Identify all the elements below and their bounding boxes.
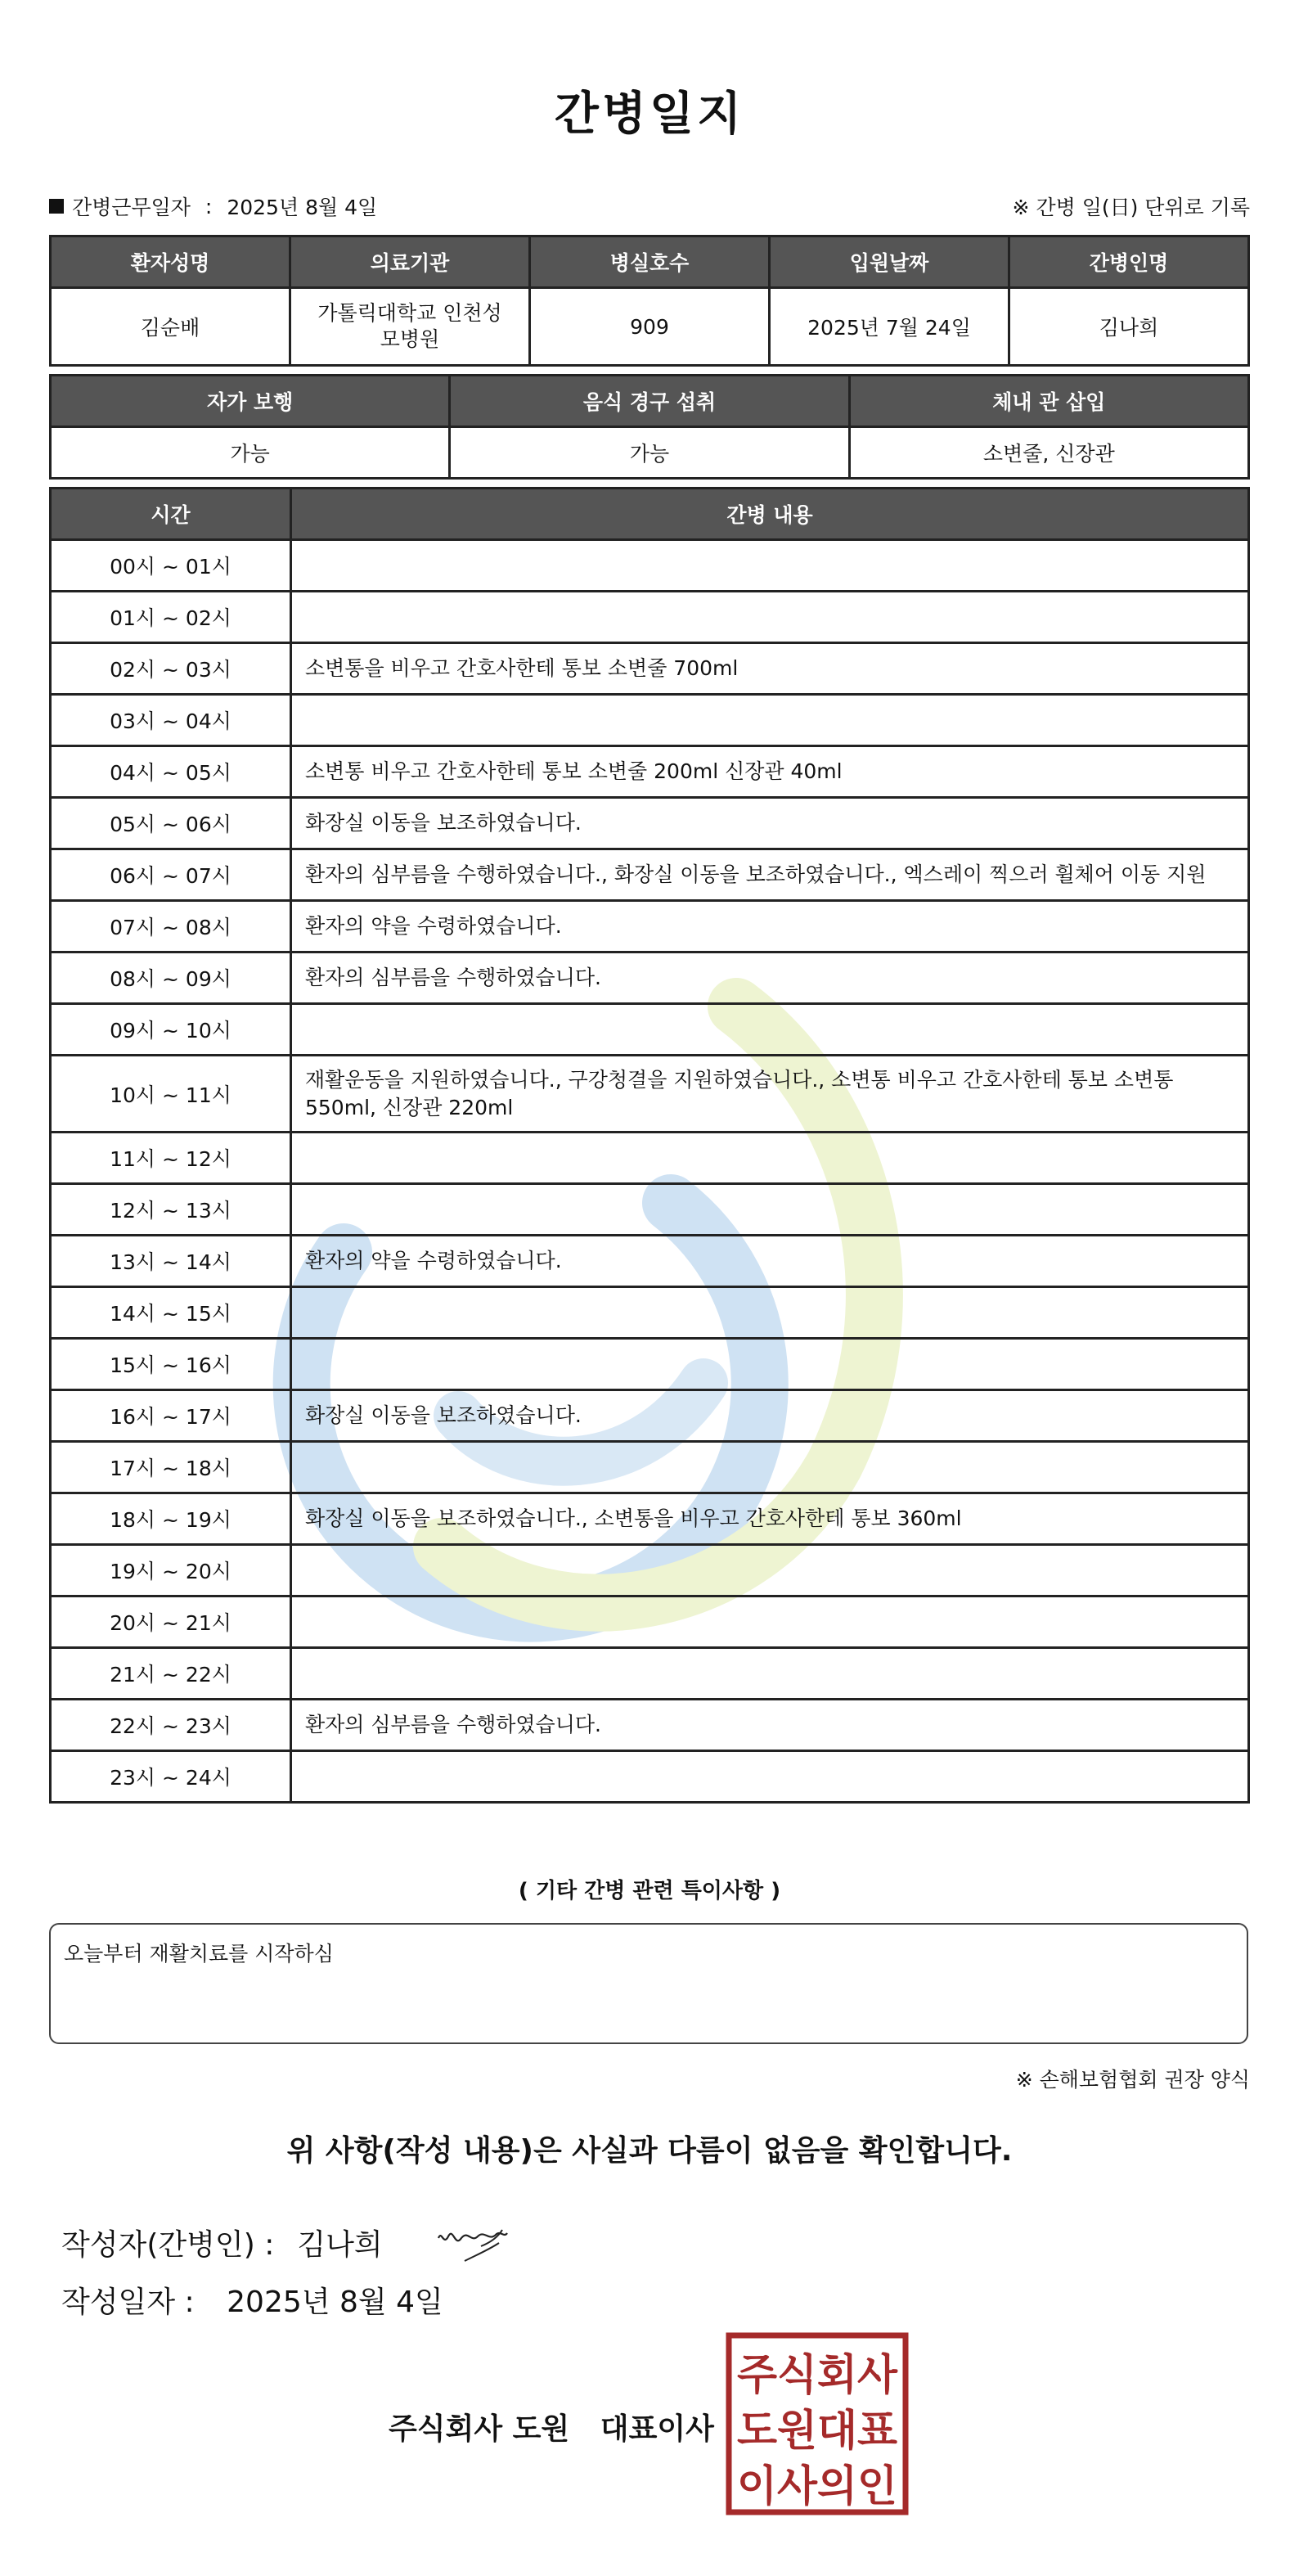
log-content bbox=[291, 1287, 1249, 1339]
log-content bbox=[291, 540, 1249, 592]
log-content bbox=[291, 1751, 1249, 1803]
confirmation-statement: 위 사항(작성 내용)은 사실과 다름이 없음을 확인합니다. bbox=[286, 2134, 1013, 2168]
log-row bbox=[51, 1596, 1249, 1648]
log-row bbox=[51, 746, 1249, 798]
svg-text:이사의인: 이사의인 bbox=[737, 2462, 897, 2511]
company-seal bbox=[726, 2332, 909, 2515]
log-time: 09시 ~ 10시 bbox=[51, 1004, 291, 1056]
log-content bbox=[291, 1339, 1249, 1390]
patient-header-cell: 병실호수 bbox=[530, 236, 770, 288]
log-row bbox=[51, 1390, 1249, 1442]
written-date-line bbox=[61, 2279, 443, 2321]
patient-header-cell: 의료기관 bbox=[290, 236, 530, 288]
log-content bbox=[291, 1545, 1249, 1596]
log-time: 23시 ~ 24시 bbox=[51, 1751, 291, 1803]
patient-info-table bbox=[49, 235, 1250, 367]
log-row bbox=[51, 592, 1249, 643]
log-time: 13시 ~ 14시 bbox=[51, 1236, 291, 1287]
work-date bbox=[49, 191, 377, 221]
written-date-label: 작성일자 : bbox=[61, 2286, 195, 2319]
log-row bbox=[51, 952, 1249, 1004]
log-time: 22시 ~ 23시 bbox=[51, 1700, 291, 1751]
document-title: 간병일지 bbox=[554, 88, 745, 141]
log-row bbox=[51, 643, 1249, 695]
square-bullet-icon bbox=[49, 199, 64, 214]
unit-note: ※ 간병 일(日) 단위로 기록 bbox=[1012, 196, 1250, 219]
notes-box: 오늘부터 재활치료를 시작하심 bbox=[49, 1923, 1248, 2044]
log-content bbox=[291, 1648, 1249, 1700]
log-time: 10시 ~ 11시 bbox=[51, 1056, 291, 1133]
log-time: 02시 ~ 03시 bbox=[51, 643, 291, 695]
log-row bbox=[51, 1339, 1249, 1390]
log-time: 00시 ~ 01시 bbox=[51, 540, 291, 592]
log-time: 03시 ~ 04시 bbox=[51, 695, 291, 746]
log-time: 21시 ~ 22시 bbox=[51, 1648, 291, 1700]
svg-text:주식회사: 주식회사 bbox=[737, 2351, 898, 2400]
oral-intake-status: 가능 bbox=[450, 427, 849, 479]
log-content: 화장실 이동을 보조하였습니다. bbox=[291, 1390, 1249, 1442]
log-content: 화장실 이동을 보조하였습니다. bbox=[291, 798, 1249, 849]
log-content bbox=[291, 1004, 1249, 1056]
author-name: 김나희 bbox=[297, 2227, 383, 2262]
author-label: 작성자(간병인) : bbox=[61, 2227, 275, 2262]
log-time: 05시 ~ 06시 bbox=[51, 798, 291, 849]
log-content bbox=[291, 695, 1249, 746]
log-content: 화장실 이동을 보조하였습니다., 소변통을 비우고 간호사한테 통보 360ml bbox=[291, 1493, 1249, 1545]
log-content: 환자의 심부름을 수행하였습니다. bbox=[291, 952, 1249, 1004]
log-content: 환자의 약을 수령하였습니다. bbox=[291, 901, 1249, 952]
notes-title: ( 기타 간병 관련 특이사항 ) bbox=[518, 1879, 781, 1903]
walking-status: 가능 bbox=[51, 427, 450, 479]
tube-insertion-status: 소변줄, 신장관 bbox=[849, 427, 1248, 479]
svg-text:도원대표: 도원대표 bbox=[737, 2407, 897, 2456]
log-row bbox=[51, 695, 1249, 746]
signature-mark bbox=[432, 2213, 514, 2271]
log-row bbox=[51, 1751, 1249, 1803]
log-header-content: 간병 내용 bbox=[291, 489, 1249, 540]
log-row bbox=[51, 1493, 1249, 1545]
meta-row bbox=[49, 190, 1250, 223]
log-content bbox=[291, 1442, 1249, 1493]
log-header-time: 시간 bbox=[51, 489, 291, 540]
work-date-label: 간병근무일자 bbox=[72, 196, 191, 219]
recommendation-note: ※ 손해보험협회 권장 양식 bbox=[1015, 2068, 1250, 2092]
author-line bbox=[61, 2213, 514, 2271]
patient-status-table bbox=[49, 374, 1250, 480]
log-row bbox=[51, 1700, 1249, 1751]
patient-name: 김순배 bbox=[51, 288, 290, 366]
log-content: 환자의 심부름을 수행하였습니다., 화장실 이동을 보조하였습니다., 엑스레이 찍으러 휠체어 이동 지원 bbox=[291, 849, 1249, 901]
log-time: 14시 ~ 15시 bbox=[51, 1287, 291, 1339]
log-row bbox=[51, 849, 1249, 901]
log-row bbox=[51, 1648, 1249, 1700]
work-date-value: 2025년 8월 4일 bbox=[227, 196, 378, 219]
log-row bbox=[51, 1287, 1249, 1339]
patient-header-cell: 간병인명 bbox=[1009, 236, 1249, 288]
log-row bbox=[51, 1004, 1249, 1056]
log-row bbox=[51, 540, 1249, 592]
status-header-cell: 자가 보행 bbox=[51, 376, 450, 427]
log-content bbox=[291, 592, 1249, 643]
work-date-separator: : bbox=[205, 194, 213, 218]
log-time: 17시 ~ 18시 bbox=[51, 1442, 291, 1493]
log-content bbox=[291, 1596, 1249, 1648]
care-log-table bbox=[49, 487, 1250, 1804]
log-content: 환자의 약을 수령하였습니다. bbox=[291, 1236, 1249, 1287]
log-time: 07시 ~ 08시 bbox=[51, 901, 291, 952]
log-row bbox=[51, 1184, 1249, 1236]
log-row bbox=[51, 1133, 1249, 1184]
log-time: 15시 ~ 16시 bbox=[51, 1339, 291, 1390]
log-row bbox=[51, 798, 1249, 849]
company-representative: 주식회사 도원 대표이사 bbox=[389, 2412, 714, 2446]
log-time: 06시 ~ 07시 bbox=[51, 849, 291, 901]
log-time: 11시 ~ 12시 bbox=[51, 1133, 291, 1184]
status-header-cell: 음식 경구 섭취 bbox=[450, 376, 849, 427]
log-row bbox=[51, 1236, 1249, 1287]
patient-header-cell: 입원날짜 bbox=[770, 236, 1009, 288]
log-row bbox=[51, 901, 1249, 952]
log-time: 08시 ~ 09시 bbox=[51, 952, 291, 1004]
log-content: 재활운동을 지원하였습니다., 구강청결을 지원하였습니다., 소변통 비우고 간호사한테 통보 소변통 550ml, 신장관 220ml bbox=[291, 1056, 1249, 1133]
log-time: 04시 ~ 05시 bbox=[51, 746, 291, 798]
caregiver-name: 김나희 bbox=[1009, 288, 1249, 366]
log-content: 소변통을 비우고 간호사한테 통보 소변줄 700ml bbox=[291, 643, 1249, 695]
log-content bbox=[291, 1133, 1249, 1184]
log-content: 소변통 비우고 간호사한테 통보 소변줄 200ml 신장관 40ml bbox=[291, 746, 1249, 798]
admission-date: 2025년 7월 24일 bbox=[770, 288, 1009, 366]
log-row bbox=[51, 1442, 1249, 1493]
log-time: 18시 ~ 19시 bbox=[51, 1493, 291, 1545]
log-content bbox=[291, 1184, 1249, 1236]
log-time: 01시 ~ 02시 bbox=[51, 592, 291, 643]
log-row bbox=[51, 1056, 1249, 1133]
patient-header-cell: 환자성명 bbox=[51, 236, 290, 288]
written-date-value: 2025년 8월 4일 bbox=[227, 2286, 443, 2319]
log-time: 16시 ~ 17시 bbox=[51, 1390, 291, 1442]
care-log-body bbox=[51, 540, 1249, 1803]
log-row bbox=[51, 1545, 1249, 1596]
hospital-name: 가톨릭대학교 인천성모병원 bbox=[290, 288, 530, 366]
log-time: 12시 ~ 13시 bbox=[51, 1184, 291, 1236]
log-time: 20시 ~ 21시 bbox=[51, 1596, 291, 1648]
status-header-cell: 체내 관 삽입 bbox=[849, 376, 1248, 427]
log-content: 환자의 심부름을 수행하였습니다. bbox=[291, 1700, 1249, 1751]
room-number: 909 bbox=[530, 288, 770, 366]
log-time: 19시 ~ 20시 bbox=[51, 1545, 291, 1596]
